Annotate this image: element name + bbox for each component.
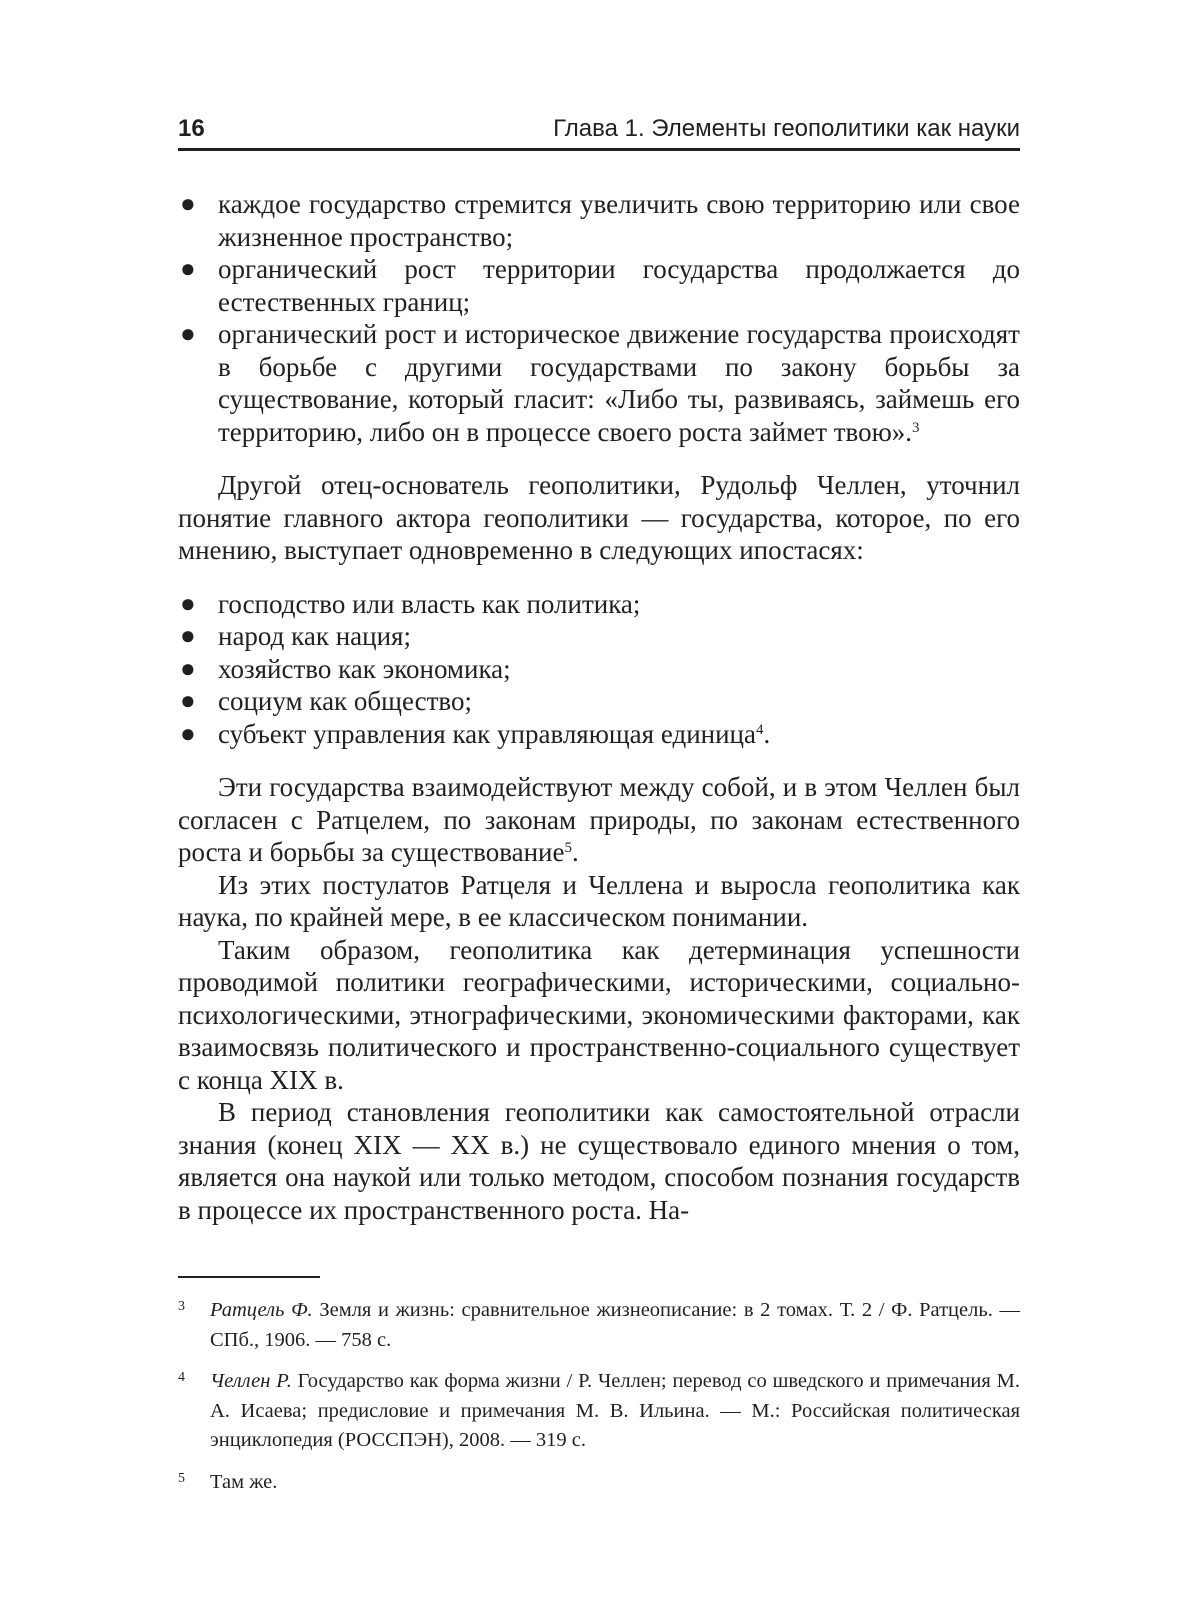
paragraph: Другой отец-основатель геополитики, Рудольф Челлен, уточнил понятие главного актора геополитики — государства, которое, по его мнению, выступает одновременно в следующих ипостасях: [178, 470, 1020, 565]
list-item [178, 188, 1020, 253]
bullet-icon: ● [180, 653, 196, 683]
bullet-icon: ● [180, 189, 196, 218]
page-number: 16 [178, 115, 205, 142]
bullet-icon: ● [180, 588, 196, 618]
running-header [178, 110, 1020, 151]
list-item-text: господство или власть как политика; [218, 588, 641, 619]
footnote-ref[interactable]: 5 [564, 840, 572, 856]
list-item [178, 620, 1020, 653]
footnote-text: Земля и жизнь: сравнительное жизнеописание: в 2 томах. Т. 2 / Ф. Ратцель. — СПб., 1906. — 758 с. [210, 1299, 1020, 1351]
bullet-icon: ● [180, 621, 196, 650]
bullet-list-kjellen-hypostases [178, 588, 1020, 751]
list-item [178, 588, 1020, 621]
list-item [178, 685, 1020, 718]
footnote [178, 1367, 1020, 1456]
footnote-number: 5 [178, 1470, 185, 1486]
bullet-icon: ● [180, 718, 196, 748]
list-item [178, 653, 1020, 686]
list-item-text: хозяйство как экономика; [218, 653, 511, 684]
footnote-ref[interactable]: 4 [755, 721, 764, 738]
bullet-list-ratzel-laws [178, 188, 1020, 448]
paragraph: Из этих постулатов Ратцеля и Челлена и выросла геополитика как наука, по крайней мере, в ее классическом понимании. [178, 869, 1020, 932]
footnote-text: Там же. [210, 1470, 278, 1493]
running-title: Глава 1. Элементы геополитики как науки [553, 115, 1020, 142]
bullet-icon: ● [180, 319, 196, 348]
paragraph: Таким образом, геополитика как детерминация успешности проводимой политики географическими, историческими, социально-психологическими, этнографическими, экономическими факторами, как взаимосвязь политического и пространственно-социального существует с конца XIX в. [178, 934, 1020, 1095]
list-item: ● субъект управления как управляющая единица$^4$. [180, 718, 771, 749]
footnote-text: Государство как форма жизни / Р. Челлен; перевод со шведского и примечания М. А. Исаева; предисловие и примечания М. В. Ильина. — М.: Российская политическая энциклопедия (РОССПЭН), 2008. — 319 с. [210, 1370, 1020, 1451]
footnote [178, 1296, 1020, 1355]
list-item [178, 253, 1020, 318]
footnote-ref[interactable]: 3 [912, 419, 920, 436]
footnote-author: Ратцель Ф. [210, 1299, 313, 1321]
list-item [178, 318, 1020, 448]
list-item-text: каждое государство стремится увеличить свою территорию или свое жизненное пространство; [218, 189, 1020, 252]
footnote-author: Челлен Р. [210, 1370, 292, 1392]
list-item-text: органический рост и историческое движение государства происходят в борьбе с другими государствами по закону борьбы за существование, который гласит: «Либо ты, развиваясь, займешь его территорию, либо он в процессе своего роста займет твою». [218, 319, 1020, 447]
body-text [178, 188, 1020, 1226]
footnote-number: 4 [178, 1370, 185, 1385]
footnotes [178, 1296, 1020, 1509]
list-item-text: социум как общество; [218, 686, 472, 716]
list-item-text: органический рост территории государства продолжается до естественных границ; [218, 254, 1020, 317]
footnote-separator [178, 1276, 320, 1278]
paragraph: Эти государства взаимодействуют между собой, и в этом Челлен был согласен с Ратцелем, по законам природы, по законам естественного роста и борьбы за существование$^5$. [178, 772, 1020, 867]
footnote [178, 1468, 1020, 1498]
list-item-text: народ как нация; [218, 621, 411, 651]
list-item-text: субъект управления как управляющая единица [218, 718, 756, 749]
footnote-number: 3 [178, 1299, 185, 1314]
paragraph: В период становления геополитики как самостоятельной отрасли знания (конец XIX — XX в.) не существовало единого мнения о том, является она наукой или только методом, способом познания государств в процессе их пространственного роста. На- [178, 1097, 1020, 1225]
bullet-icon: ● [180, 254, 196, 283]
bullet-icon: ● [180, 686, 196, 715]
